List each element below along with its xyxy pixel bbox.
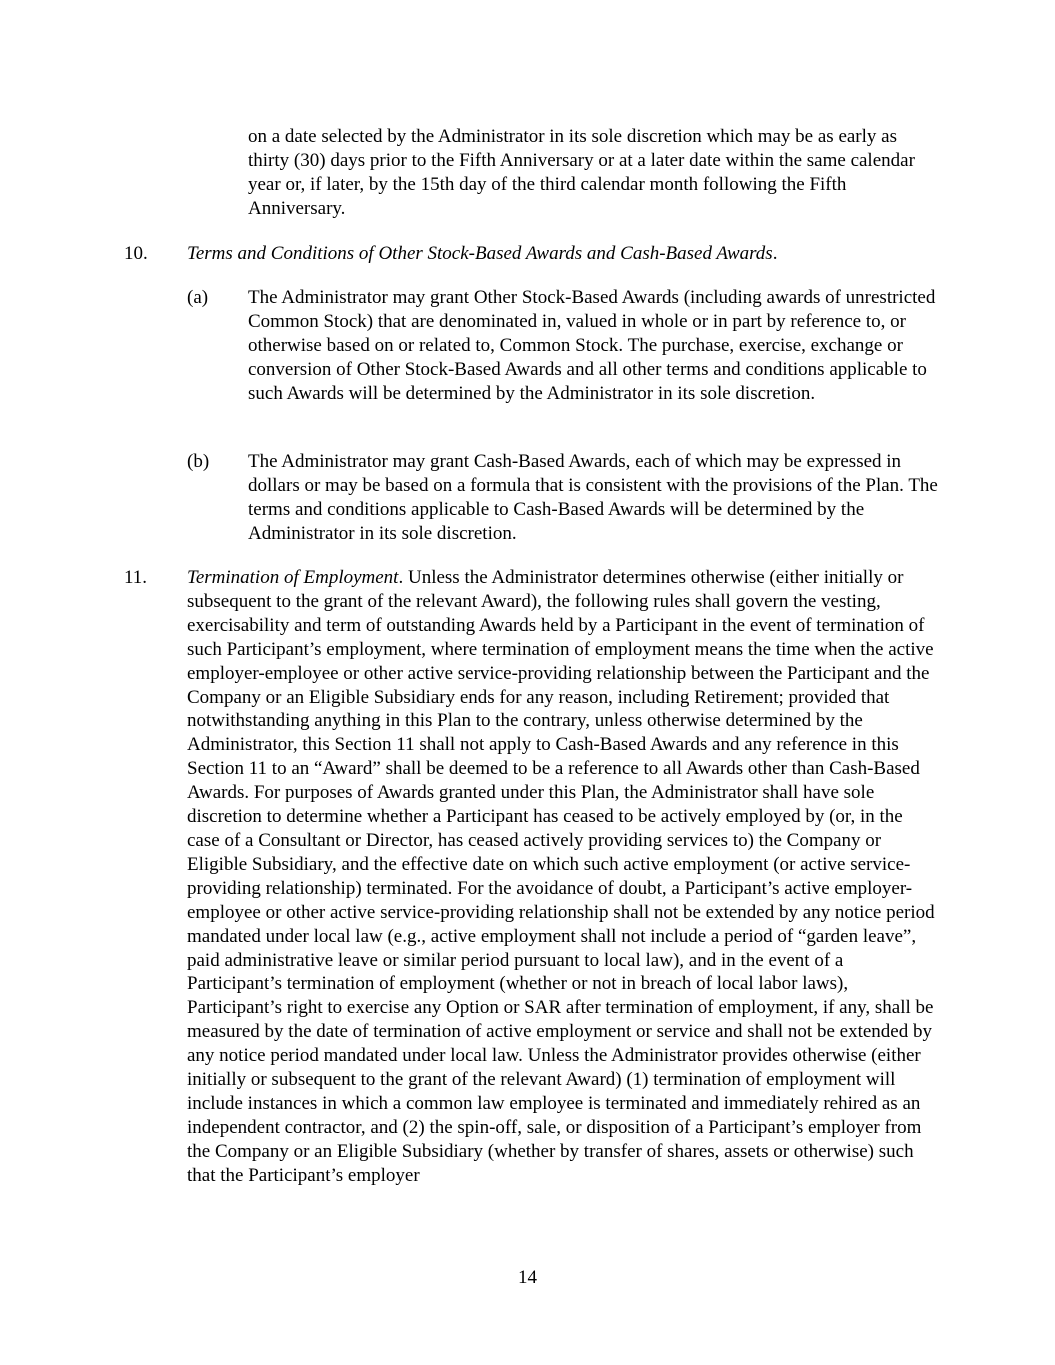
continuation-paragraph: on a date selected by the Administrator in its sole discretion which may be as early as thirty (30) days prior to the Fifth Anniversary or at a later date within the same calendar year or, if later, by the 15th day of the third calendar month following the Fifth Anniversary. <box>248 126 915 219</box>
section-11-paragraph <box>187 566 938 1188</box>
section-10-heading-line <box>187 242 938 266</box>
page-number: 14 <box>518 1267 537 1288</box>
subsection-b-label: (b) <box>187 451 210 472</box>
section-11-number: 11. <box>124 567 148 588</box>
subsection-a-label: (a) <box>187 287 209 308</box>
section-11-text: . Unless the Administrator determines otherwise (either initially or subsequent to the grant of the relevant Award), the following rules shall govern the vesting, exercisability and term of outstanding Awards held by a Participant in the event of termination of such Participant’s employment, where termination of employment means the time when the active employer-employee or other active service-providing relationship between the Participant and the Company or an Eligible Subsidiary ends for any reason, including Retirement; provided that notwithstanding anything in this Plan to the contrary, unless otherwise determined by the Administrator, this Section 11 shall not apply to Cash-Based Awards and any reference in this Section 11 to an “Award” shall be deemed to be a reference to all Awards other than Cash-Based Awards. For purposes of Awards granted under this Plan, the Administrator shall have sole discretion to determine whether a Participant has ceased to be actively employed by (or, in the case of a Consultant or Director, has ceased actively providing services to) the Company or Eligible Subsidiary, and the effective date on which such active employment (or active service-providing relationship) terminated. For the avoidance of doubt, a Participant’s active employer-employee or other active service-providing relationship shall not be extended by any notice period mandated under local law (e.g., active employment shall not include a period of “garden leave”, paid administrative leave or similar period pursuant to local law), and in the event of a Participant’s termination of employment (whether or not in breach of local labor laws), Participant’s right to exercise any Option or SAR after termination of employment, if any, shall be measured by the date of termination of active employment or service and shall not be extended by any notice period mandated under local law. Unless the Administrator provides otherwise (either initially or subsequent to the grant of the relevant Award) (1) termination of employment will include instances in which a common law employee is terminated and immediately rehired as an independent contractor, and (2) the spin-off, sale, or disposition of a Participant’s employer from the Company or an Eligible Subsidiary (whether by transfer of shares, assets or otherwise) such that the Participant’s employer <box>187 567 935 1186</box>
subsection-a-text: The Administrator may grant Other Stock-Based Awards (including awards of unrestricted Common Stock) that are denominated in, valued in whole or in part by reference to, or otherwise based on or related to, Common Stock. The purchase, exercise, exchange or conversion of Other Stock-Based Awards and all other terms and conditions applicable to such Awards will be determined by the Administrator in its sole discretion. <box>248 287 936 404</box>
subsection-b-text: The Administrator may grant Cash-Based Awards, each of which may be expressed in dollars or may be based on a formula that is consistent with the provisions of the Plan. The terms and conditions applicable to Cash-Based Awards will be determined by the Administrator in its sole discretion. <box>248 451 938 544</box>
section-10-number: 10. <box>124 243 148 264</box>
section-10-heading-end: . <box>772 243 778 264</box>
section-10-heading: Terms and Conditions of Other Stock-Based Awards and Cash-Based Awards <box>187 243 773 264</box>
section-11-heading: Termination of Employment <box>187 567 399 588</box>
